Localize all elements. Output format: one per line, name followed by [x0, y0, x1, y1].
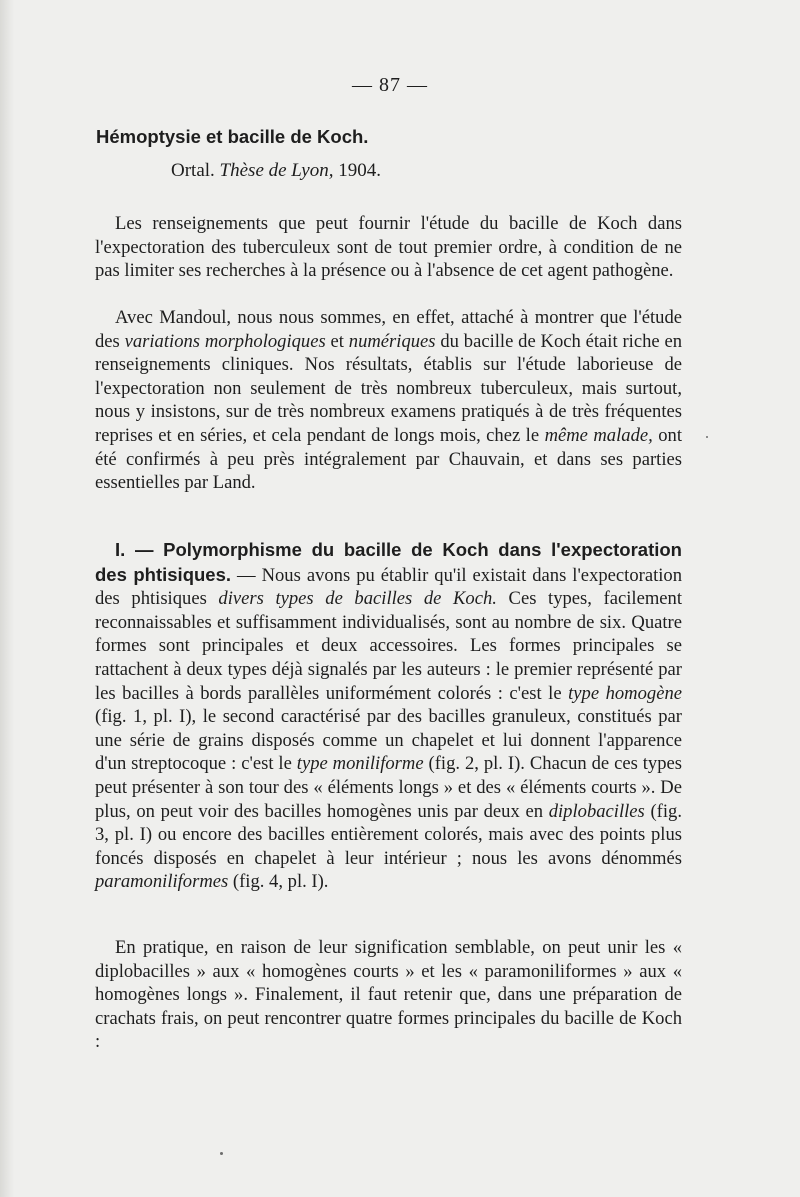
paragraph-3-block — [95, 538, 682, 894]
paragraph-2-block — [95, 306, 682, 495]
paper-speck — [706, 436, 708, 438]
p3-text-4: (fig. 2, pl. I). Chacun de ces types peut présenter à son tour des « éléments longs » et des « éléments courts ». De plus, on peut voir des bacilles homogènes unis par deux en — [95, 753, 683, 822]
paragraph-2 — [95, 306, 682, 495]
p3-italic-4: diplobacilles — [548, 800, 645, 822]
p3-text-2: Ces types, facilement reconnaissables et suffisamment individualisés, sont au nombre de six. Quatre formes sont principales et deux accessoires. Les formes principales se rattachent à deux types déjà signalés par les auteurs : le premier représenté par les bacilles à bords parallèles uniformément colorés : c'est le — [95, 588, 683, 704]
p2-text-3: du bacille de Koch était riche en renseignements cliniques. Nos résultats, établis sur l'étude laborieuse de l'expectoration non seulement de très nombreux tuberculeux, mais surtout, nous y insistons, sur de très nombreux examens pratiqués à de très fréquentes reprises et en séries, et cela pendant de longs mois, chez le — [95, 330, 682, 446]
p2-italic-2: numériques — [348, 330, 436, 352]
citation-work: Thèse de Lyon, — [219, 160, 334, 181]
citation — [171, 160, 381, 182]
paragraph-1: Les renseignements que peut fournir l'étude du bacille de Koch dans l'expectoration des tuberculeux sont de tout premier ordre, à condition de ne pas limiter ses recherches à la présence ou à l'absence de cet agent pathogène. — [95, 213, 682, 282]
citation-year: 1904. — [338, 160, 381, 181]
paragraph-1-block — [95, 212, 682, 283]
section-title: Hémoptysie et bacille de Koch. — [96, 126, 369, 147]
p3-text-3: (fig. 1, pl. I), le second caractérisé par des bacilles granuleux, constitués par une série de grains disposés comme un chapelet et lui donnent l'apparence d'un streptocoque : c'est le — [95, 706, 682, 775]
paragraph-4: En pratique, en raison de leur signification semblable, on peut unir les « diplobacilles » aux « homogènes courts » et les « paramoniliformes » aux « homogènes longs ». Finalement, il faut retenir que, dans une préparation de crachats frais, on peut rencontrer quatre formes principales du bacille de Koch : — [95, 937, 682, 1053]
paper-speck — [220, 1152, 223, 1155]
p3-text-6: (fig. 4, pl. I). — [228, 871, 329, 893]
p2-text-2: et — [325, 330, 349, 352]
citation-author: Ortal. — [171, 160, 215, 181]
subsection-heading: I. — Polymorphisme du bacille de Koch dans l'expectoration des phtisiques. — [95, 539, 682, 585]
p3-italic-2: type homogène — [568, 682, 682, 704]
p2-text-1: Avec Mandoul, nous nous sommes, en effet, attaché à montrer que l'étude des — [95, 307, 682, 352]
p3-text-1: — Nous avons pu établir qu'il existait dans l'expectoration des phtisiques — [95, 564, 682, 610]
p2-italic-3: même malade, — [544, 424, 653, 446]
p3-text-5: (fig. 3, pl. I) ou encore des bacilles entièrement colorés, mais avec des points plus foncés disposés en chapelet à leur intérieur ; nous les avons dénommés — [95, 800, 682, 869]
p2-text-4: ont été confirmés à peu près intégralement par Chauvain, et dans ses parties essentielles par Land. — [95, 424, 682, 494]
p2-italic-1: variations morphologiques — [124, 330, 326, 352]
p3-italic-1: divers types de bacilles de Koch. — [218, 588, 497, 610]
p3-italic-3: type moniliforme — [296, 753, 424, 775]
page-edge-shadow — [0, 0, 14, 1197]
p3-italic-5: paramoniliformes — [95, 871, 229, 893]
page-number: — 87 — — [352, 74, 428, 96]
paragraph-3 — [95, 538, 682, 894]
paragraph-4-block — [95, 936, 682, 1054]
